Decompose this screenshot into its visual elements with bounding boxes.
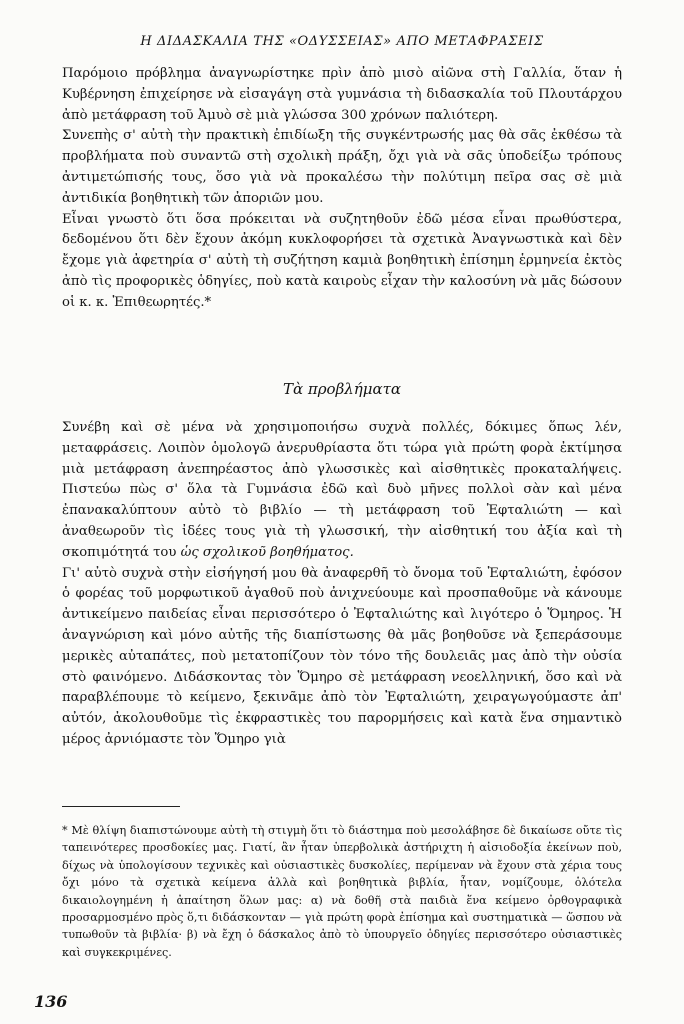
paragraph: Συνεπὴς σ' αὐτὴ τὴν πρακτικὴ ἐπιδίωξη τῆς συγκέντρωσής μας θὰ σᾶς ἐκθέσω τὰ προβλήματα ποὺ συναντῶ στὴ σχολικὴ πράξη, ὄχι γιὰ νὰ σᾶς ὑποδείξω τρόπους ἀντιμετώπισής τους, ὅσο γιὰ νὰ προκαλέσω τὴν πολύτιμη πεῖρα σας σὲ μιὰ ἀντιδικία βοηθητικὴ τῶν ἀποριῶν μου.: [62, 128, 622, 206]
intro-text: [62, 64, 622, 314]
section-text: [62, 418, 622, 751]
page-number: 136: [34, 992, 68, 1011]
section-title: Τὰ προβλήματα: [282, 380, 402, 398]
running-head: Η ΔΙΔΑΣΚΑΛΙΑ ΤΗΣ «ΟΔΥΣΣΕΙΑΣ» ΑΠΟ ΜΕΤΑΦΡΑΣΕΙΣ: [140, 34, 544, 49]
paragraph: Παρόμοιο πρόβλημα ἀναγνωρίστηκε πρὶν ἀπὸ μισὸ αἰῶνα στὴ Γαλλία, ὅταν ἡ Κυβέρνηση ἐπιχείρησε νὰ εἰσαγάγη στὰ γυμνάσια τὴ διδασκαλία τοῦ Πλουτάρχου ἀπὸ μετάφραση τοῦ Ἀμυὸ σὲ μιὰ γλώσσα 300 χρόνων παλιότερη.: [62, 66, 622, 123]
italic-phrase: ὡς σχολικοῦ βοηθήματος.: [180, 544, 354, 560]
paragraph: [62, 418, 622, 564]
footnote-text: * Μὲ θλίψη διαπιστώνουμε αὐτὴ τὴ στιγμὴ ὅτι τὸ διάστημα ποὺ μεσολάβησε δὲ δικαίωσε οὔτε τὶς ταπεινότερες προσδοκίες μας. Γιατί, ἂν ἦταν ὑπερβολικὰ ἀστήριχτη ἡ αἰσιοδοξία ἐκείνων ποὺ, δίχως νὰ ὑπολογίσουν τεχνικὲς καὶ οὐσιαστικὲς δυσκολίες, περίμεναν νὰ ἔχουν στὰ χέρια τους ὄχι μόνο τὰ σχετικὰ κείμενα ἀλλὰ καὶ βοηθητικὰ βιβλία, ἦταν, νομίζουμε, ὁλότελα δικαιολογημένη ἡ ἀπαίτηση ὅλων μας: α) νὰ δοθῆ στὰ παιδιὰ ἕνα κείμενο ὀρθογραφικὰ προσαρμοσμένο πρὸς ὅ,τι διδάσκονταν — γιὰ πρώτη φορὰ ἐπίσημα καὶ συστηματικὰ — ὥσπου νὰ τυπωθοῦν τὰ βιβλία· β) νὰ ἔχη ὁ δάσκαλος ἀπὸ τὸ ὑπουργεῖο ὁδηγίες περισσότερο οὐσιαστικὲς καὶ συγκεκριμένες.: [62, 824, 622, 959]
paragraph: Εἶναι γνωστὸ ὅτι ὅσα πρόκειται νὰ συζητηθοῦν ἐδῶ μέσα εἶναι πρωθύστερα, δεδομένου ὅτι δὲν ἔχουν ἀκόμη κυκλοφορήσει τὰ σχετικὰ Ἀναγνωστικὰ καὶ δὲν ἔχομε γιὰ ἀφετηρία σ' αὐτὴ τὴ συζήτηση καμιὰ βοηθητικὴ ἐπίσημη ἑρμηνεία ἐκτὸς ἀπὸ τὶς προφορικὲς ὁδηγίες, ποὺ κατὰ καιροὺς εἶχαν τὴν καλοσύνη νὰ μᾶς δώσουν οἱ κ. κ. Ἐπιθεωρητές.*: [62, 211, 622, 310]
footnote: [62, 822, 622, 961]
paragraph: Γι' αὐτὸ συχνὰ στὴν εἰσήγησή μου θὰ ἀναφερθῆ τὸ ὄνομα τοῦ Ἐφταλιώτη, ἐφόσον ὁ φορέας τοῦ μορφωτικοῦ ἀγαθοῦ ποὺ ἀνιχνεύουμε καὶ προσπαθοῦμε νὰ κάνουμε ἀντικείμενο παιδείας εἶναι περισσότερο ὁ Ἐφταλιώτης καὶ λιγότερο ὁ Ὅμηρος. Ἡ ἀναγνώριση καὶ μόνο αὐτῆς τῆς διαπίστωσης θὰ μᾶς βοηθοῦσε νὰ ξεπεράσουμε μερικὲς αὐταπάτες, ποὺ μετατοπίζουν τὸν τόνο τῆς δουλειᾶς μας ἀπὸ τὴν οὐσία στὸ φαινόμενο. Διδάσκοντας τὸν Ὅμηρο σὲ μετάφραση νεοελληνική, ὅσο καὶ νὰ παραβλέπουμε τὸ κείμενο, ξεκινᾶμε ἀπὸ τὸν Ἐφταλιώτη, χειραγωγούμαστε ἀπ' αὐτόν, ἀκολουθοῦμε τὶς ἐκφραστικὲς του παρορμήσεις καὶ κατὰ ἕνα σημαντικὸ μέρος ἀρνιόμαστε τὸν Ὅμηρο γιὰ: [62, 565, 622, 747]
footnote-rule: [62, 806, 180, 807]
paragraph-text: Συνέβη καὶ σὲ μένα νὰ χρησιμοποιήσω συχνὰ πολλές, δόκιμες ὅπως λέν, μεταφράσεις. Λοιπὸν ὁμολογῶ ἀνερυθρίαστα ὅτι τώρα γιὰ πρώτη φορὰ ἐκτίμησα μιὰ μετάφραση ἀνεπηρέαστος ἀπὸ γλωσσικὲς καὶ αἰσθητικὲς προκαταλήψεις. Πιστεύω πὼς σ' ὅλα τὰ Γυμνάσια ἐδῶ καὶ δυὸ μῆνες πολλοὶ σὰν καὶ μένα ἐπανακαλύπτουν αὐτὸ τὸ βιβλίο — τὴ μετάφραση τοῦ Ἐφταλιώτη — καὶ ἀναθεωροῦν τὶς ἰδέες τους γιὰ τὴ γλωσσική, τὴν αἰσθητική του ἀξία καὶ τὴ σκοπιμότητά του: [62, 420, 622, 560]
